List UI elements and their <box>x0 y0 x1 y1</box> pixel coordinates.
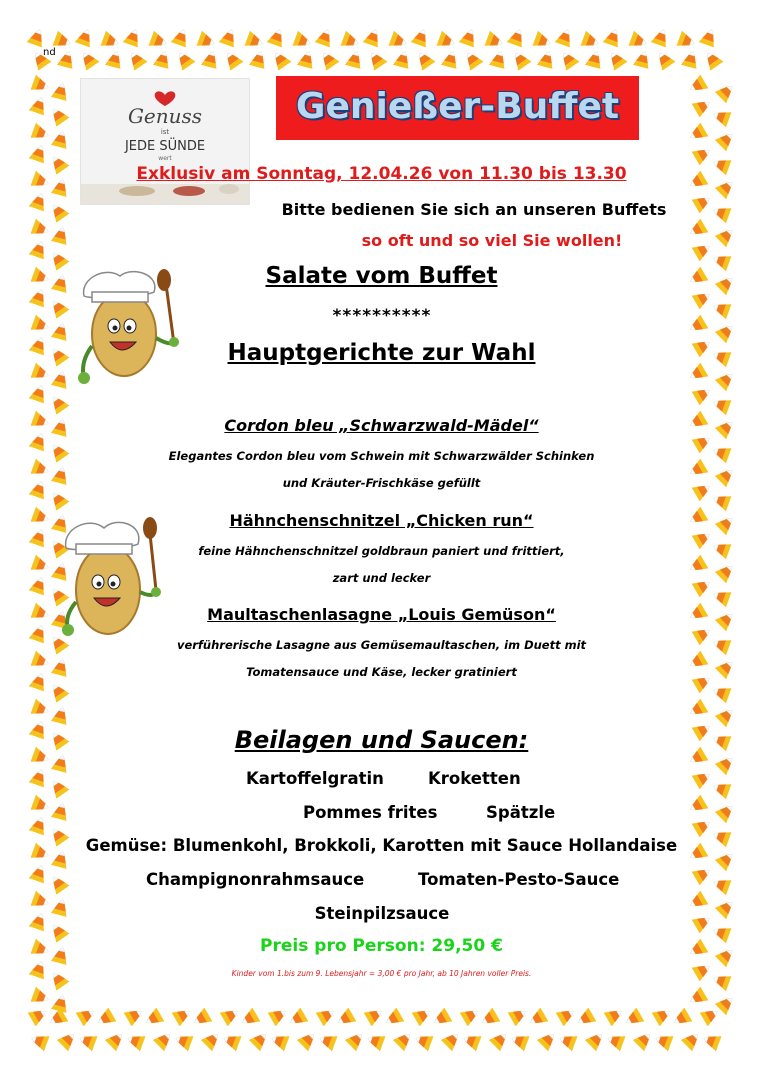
candy-corn <box>171 27 192 48</box>
candy-corn <box>31 939 52 960</box>
candy-corn <box>715 801 738 824</box>
dish-title: Cordon bleu „Schwarzwald-Mädel“ <box>224 416 539 435</box>
candy-corn <box>393 1029 416 1052</box>
candy-corn <box>51 897 71 917</box>
candy-corn <box>220 1005 242 1027</box>
candy-corn <box>31 603 52 624</box>
candy-corn <box>556 1005 578 1027</box>
candy-corn <box>581 31 602 52</box>
candy-corn <box>537 1029 560 1052</box>
candy-corn <box>686 171 708 193</box>
candy-corn <box>31 987 52 1008</box>
candy-corn <box>692 528 714 550</box>
candy-corn <box>692 816 714 838</box>
candy-corn <box>711 347 732 368</box>
candy-corn <box>686 75 708 97</box>
candy-corn <box>633 49 653 69</box>
logo-wert: wert <box>158 155 172 162</box>
candy-corn <box>430 1008 452 1030</box>
candy-corn <box>365 48 387 70</box>
candy-corn <box>701 48 723 70</box>
candy-corn <box>316 1005 338 1027</box>
candy-corn <box>267 27 288 48</box>
separator: ********** <box>332 306 432 326</box>
candy-corn <box>221 1031 242 1052</box>
candy-corn <box>51 945 71 965</box>
candy-corn <box>686 987 708 1009</box>
haupt-heading: Hauptgerichte zur Wahl <box>227 340 536 366</box>
candy-corn <box>715 897 738 920</box>
candy-corn <box>715 369 738 392</box>
candy-corn <box>441 1029 464 1052</box>
candy-corn <box>297 1029 320 1052</box>
candy-corn <box>51 225 71 245</box>
candy-corn <box>29 287 50 308</box>
candy-corn <box>31 75 52 96</box>
candy-corn <box>686 651 708 673</box>
candy-corn <box>715 321 738 344</box>
candy-corn <box>692 720 714 742</box>
candy-corn <box>701 1031 722 1052</box>
candy-corn <box>47 200 69 222</box>
candy-corn <box>686 507 708 529</box>
candy-corn <box>31 843 52 864</box>
candy-corn <box>29 479 50 500</box>
candy-corn <box>31 411 52 432</box>
candy-corn <box>686 939 708 961</box>
candy-corn <box>47 968 69 990</box>
candy-corn <box>699 27 720 48</box>
candy-corn <box>715 129 738 152</box>
candy-corn <box>221 48 243 70</box>
candy-corn <box>190 1008 212 1030</box>
candy-corn <box>711 539 732 560</box>
candy-corn <box>269 1031 290 1052</box>
candy-corn <box>692 336 714 358</box>
candy-corn <box>686 747 708 769</box>
candy-corn <box>715 993 738 1016</box>
candy-corn <box>29 143 50 164</box>
candy-corn <box>459 27 480 48</box>
candy-corn <box>711 635 732 656</box>
candy-corn <box>75 27 96 48</box>
candy-corn <box>681 1029 704 1052</box>
candy-corn <box>692 768 714 790</box>
date-line: Exklusiv am Sonntag, 12.04.26 von 11.30 bis 13.30 <box>136 164 627 184</box>
candy-corn <box>653 48 675 70</box>
candy-corn <box>711 731 732 752</box>
candy-corn <box>622 1008 644 1030</box>
candy-corn <box>124 1005 146 1027</box>
side-item: Gemüse: Blumenkohl, Brokkoli, Karotten mit Sauce Hollandaise <box>85 836 678 855</box>
candy-corn <box>411 27 432 48</box>
candy-corn <box>31 219 52 240</box>
logo-ist: ist <box>160 128 170 136</box>
candy-corn <box>711 683 732 704</box>
candy-corn <box>172 1005 194 1027</box>
logo-jede-suende: JEDE SÜNDE <box>124 139 206 154</box>
candy-corn <box>677 31 698 52</box>
candy-corn <box>686 603 708 625</box>
candy-corn <box>711 875 732 896</box>
candy-corn <box>173 48 195 70</box>
candy-corn <box>715 657 738 680</box>
candy-corn <box>412 1005 434 1027</box>
candy-corn <box>125 48 147 70</box>
candy-corn <box>31 267 52 288</box>
candy-corn <box>715 513 738 536</box>
candy-corn <box>153 49 173 69</box>
candy-corn <box>51 129 71 149</box>
candy-corn <box>633 1029 656 1052</box>
dish-title: Maultaschenlasagne „Louis Gemüson“ <box>207 605 556 624</box>
candy-corn <box>585 49 605 69</box>
candy-corn <box>526 1008 548 1030</box>
candy-corn <box>686 795 708 817</box>
candy-corn <box>47 776 69 798</box>
candy-corn <box>345 1029 368 1052</box>
candy-corn <box>315 27 336 48</box>
candy-corn <box>31 171 52 192</box>
candy-corn <box>29 1031 50 1052</box>
candy-corn <box>715 609 738 632</box>
candy-corn <box>686 315 708 337</box>
candy-corn <box>317 1031 338 1052</box>
candy-corn <box>711 443 732 464</box>
candy-corn <box>47 488 69 510</box>
candy-corn <box>585 1029 608 1052</box>
candy-corn <box>297 49 317 69</box>
candy-corn <box>715 753 738 776</box>
candy-corn <box>692 96 714 118</box>
candy-corn <box>478 1008 500 1030</box>
candy-corn <box>269 48 291 70</box>
candy-corn <box>153 1029 176 1052</box>
candy-corn <box>29 431 50 452</box>
candy-corn <box>686 699 708 721</box>
candy-corn <box>249 49 269 69</box>
candy-corn <box>382 1008 404 1030</box>
candy-corn <box>27 27 48 48</box>
candy-corn <box>686 411 708 433</box>
candy-corn <box>508 1005 530 1027</box>
candy-corn <box>31 123 52 144</box>
candy-corn <box>31 747 52 768</box>
candy-corn <box>692 912 714 934</box>
dish-description: Elegantes Cordon bleu vom Schwein mit Schwarzwälder Schinken <box>168 449 595 463</box>
logo-genuss: Genuss <box>127 104 203 128</box>
candy-corn <box>692 144 714 166</box>
candy-corn <box>509 48 531 70</box>
candy-corn <box>489 1029 512 1052</box>
candy-corn <box>692 960 714 982</box>
candy-corn <box>29 575 50 596</box>
candy-corn <box>692 480 714 502</box>
candy-corn <box>715 177 738 200</box>
candy-corn <box>711 107 732 128</box>
candy-corn <box>31 699 52 720</box>
candy-corn <box>711 827 732 848</box>
candy-corn <box>249 1029 272 1052</box>
candy-corn <box>437 31 458 52</box>
salate-heading: Salate vom Buffet <box>265 263 498 289</box>
genuss-logo <box>80 78 250 205</box>
candy-corn <box>692 672 714 694</box>
candy-corn <box>31 555 52 576</box>
candy-corn <box>47 872 69 894</box>
candy-corn <box>125 1031 146 1052</box>
candy-corn <box>149 31 170 52</box>
candy-corn <box>533 31 554 52</box>
candy-corn <box>509 1031 530 1052</box>
candy-corn <box>286 1008 308 1030</box>
candy-corn <box>293 31 314 52</box>
dish-description: feine Hähnchenschnitzel goldbraun paniert und frittiert, <box>198 544 565 558</box>
candy-corn <box>715 417 738 440</box>
candy-corn <box>29 671 50 692</box>
candy-corn <box>715 273 738 296</box>
price-line: Preis pro Person: 29,50 € <box>260 936 503 956</box>
candy-corn <box>51 657 71 677</box>
candy-corn <box>29 527 50 548</box>
candy-corn <box>29 191 50 212</box>
candy-corn <box>123 27 144 48</box>
candy-corn <box>413 48 435 70</box>
dish-description: verführerische Lasagne aus Gemüsemaultaschen, im Duett mit <box>176 638 587 652</box>
candy-corn <box>711 155 732 176</box>
side-item: Steinpilzsauce <box>314 904 450 923</box>
candy-corn <box>711 395 732 416</box>
kinder-note: Kinder vom 1.bis zum 9. Lebensjahr = 3,00 € pro Jahr, ab 10 Jahren voller Preis. <box>231 969 532 978</box>
candy-corn <box>51 465 71 485</box>
candy-corn <box>413 1031 434 1052</box>
candy-corn <box>711 779 732 800</box>
candy-corn <box>219 27 240 48</box>
candy-corn <box>31 459 52 480</box>
candy-corn <box>94 1008 116 1030</box>
candy-corn <box>77 48 99 70</box>
candy-corn <box>47 440 69 462</box>
potato-chef-mascot <box>62 266 192 391</box>
candy-corn <box>715 705 738 728</box>
dish-description: und Kräuter-Frischkäse gefüllt <box>282 476 481 490</box>
candy-corn <box>29 959 50 980</box>
candy-corn <box>47 392 69 414</box>
page-title: Genießer-Buffet <box>295 86 620 127</box>
candy-corn <box>715 81 738 104</box>
candy-corn <box>29 623 50 644</box>
intro-line-1: Bitte bedienen Sie sich an unseren Buffets <box>281 200 667 219</box>
dish-title: Hähnchenschnitzel „Chicken run“ <box>229 511 534 530</box>
candy-corn <box>686 363 708 385</box>
candy-corn <box>29 815 50 836</box>
candy-corn <box>605 1031 626 1052</box>
candy-corn <box>238 1008 260 1030</box>
candy-corn <box>686 459 708 481</box>
candy-corn <box>686 891 708 913</box>
candy-corn <box>389 31 410 52</box>
candy-corn <box>334 1008 356 1030</box>
candy-corn <box>76 1005 98 1027</box>
candy-corn <box>692 384 714 406</box>
candy-corn <box>29 239 50 260</box>
candy-corn <box>485 31 506 52</box>
candy-corn <box>700 1005 722 1027</box>
beilagen-heading: Beilagen und Saucen: <box>234 726 529 754</box>
candy-corn <box>681 49 701 69</box>
candy-corn <box>345 49 365 69</box>
candy-corn <box>507 27 528 48</box>
candy-corn <box>686 267 708 289</box>
candy-corn <box>47 728 69 750</box>
dish-description: Tomatensauce und Käse, lecker gratiniert <box>246 665 517 679</box>
candy-corn <box>29 863 50 884</box>
candy-corn <box>29 95 50 116</box>
candy-corn <box>317 48 339 70</box>
candy-corn <box>51 417 71 437</box>
candy-corn <box>557 1031 578 1052</box>
candy-corn <box>31 795 52 816</box>
candy-corn <box>711 299 732 320</box>
candy-corn <box>574 1008 596 1030</box>
candy-corn <box>489 49 509 69</box>
candy-corn <box>686 555 708 577</box>
candy-corn <box>692 864 714 886</box>
candy-corn <box>537 49 557 69</box>
candy-corn <box>692 576 714 598</box>
candy-corn <box>711 251 732 272</box>
candy-corn <box>201 1029 224 1052</box>
candy-corn <box>28 1005 50 1027</box>
candy-corn <box>77 1031 98 1052</box>
candy-corn <box>29 911 50 932</box>
corner-mark: nd <box>43 47 56 58</box>
side-item: Spätzle <box>486 803 556 822</box>
candy-corn <box>461 1031 482 1052</box>
candy-corn <box>711 203 732 224</box>
candy-corn <box>31 363 52 384</box>
candy-corn <box>201 49 221 69</box>
side-item: Champignonrahmsauce <box>146 870 365 889</box>
candy-corn <box>101 31 122 52</box>
candy-corn <box>603 27 624 48</box>
candy-corn <box>555 27 576 48</box>
candy-corn <box>711 923 732 944</box>
candy-corn <box>715 561 738 584</box>
candy-corn <box>51 801 71 821</box>
candy-corn <box>173 1031 194 1052</box>
candy-corn <box>364 1005 386 1027</box>
candy-corn <box>47 920 69 942</box>
candy-corn <box>604 1005 626 1027</box>
candy-corn <box>629 31 650 52</box>
candy-corn <box>715 945 738 968</box>
candy-corn <box>51 993 71 1013</box>
candy-corn <box>47 104 69 126</box>
candy-corn <box>460 1005 482 1027</box>
candy-corn <box>29 335 50 356</box>
side-item: Pommes frites <box>303 803 438 822</box>
candy-corn <box>692 288 714 310</box>
candy-corn <box>29 383 50 404</box>
candy-corn <box>105 1029 128 1052</box>
candy-corn <box>692 432 714 454</box>
intro-line-2: so oft und so viel Sie wollen! <box>361 231 623 250</box>
candy-corn <box>197 31 218 52</box>
candy-corn <box>711 971 732 992</box>
candy-corn <box>47 152 69 174</box>
candy-corn <box>341 31 362 52</box>
candy-corn <box>57 1029 80 1052</box>
candy-corn <box>652 1005 674 1027</box>
candy-corn <box>47 680 69 702</box>
dish-description: zart und lecker <box>332 571 431 585</box>
candy-corn <box>653 1031 674 1052</box>
candy-corn <box>715 465 738 488</box>
candy-corn <box>29 719 50 740</box>
candy-corn <box>651 27 672 48</box>
candy-corn <box>711 491 732 512</box>
candy-corn <box>670 1008 692 1030</box>
candy-corn <box>142 1008 164 1030</box>
candy-corn <box>363 27 384 48</box>
side-item: Kroketten <box>428 769 521 788</box>
candy-corn <box>51 81 71 101</box>
candy-corn <box>29 767 50 788</box>
candy-corn <box>31 891 52 912</box>
candy-corn <box>461 48 483 70</box>
candy-corn <box>692 624 714 646</box>
candy-corn <box>557 48 579 70</box>
candy-corn <box>715 849 738 872</box>
candy-corn <box>31 315 52 336</box>
candy-corn <box>31 507 52 528</box>
candy-corn <box>393 49 413 69</box>
candy-corn <box>365 1031 386 1052</box>
candy-corn <box>711 587 732 608</box>
candy-corn <box>51 705 71 725</box>
side-item: Kartoffelgratin <box>246 769 384 788</box>
candy-corn <box>686 123 708 145</box>
candy-corn <box>441 49 461 69</box>
candy-corn <box>605 48 627 70</box>
candy-corn <box>268 1005 290 1027</box>
side-item: Tomaten-Pesto-Sauce <box>418 870 620 889</box>
candy-corn <box>57 49 77 69</box>
candy-corn <box>51 177 71 197</box>
candy-corn <box>31 651 52 672</box>
candy-corn <box>105 49 125 69</box>
candy-corn <box>245 31 266 52</box>
candy-corn <box>51 753 71 773</box>
